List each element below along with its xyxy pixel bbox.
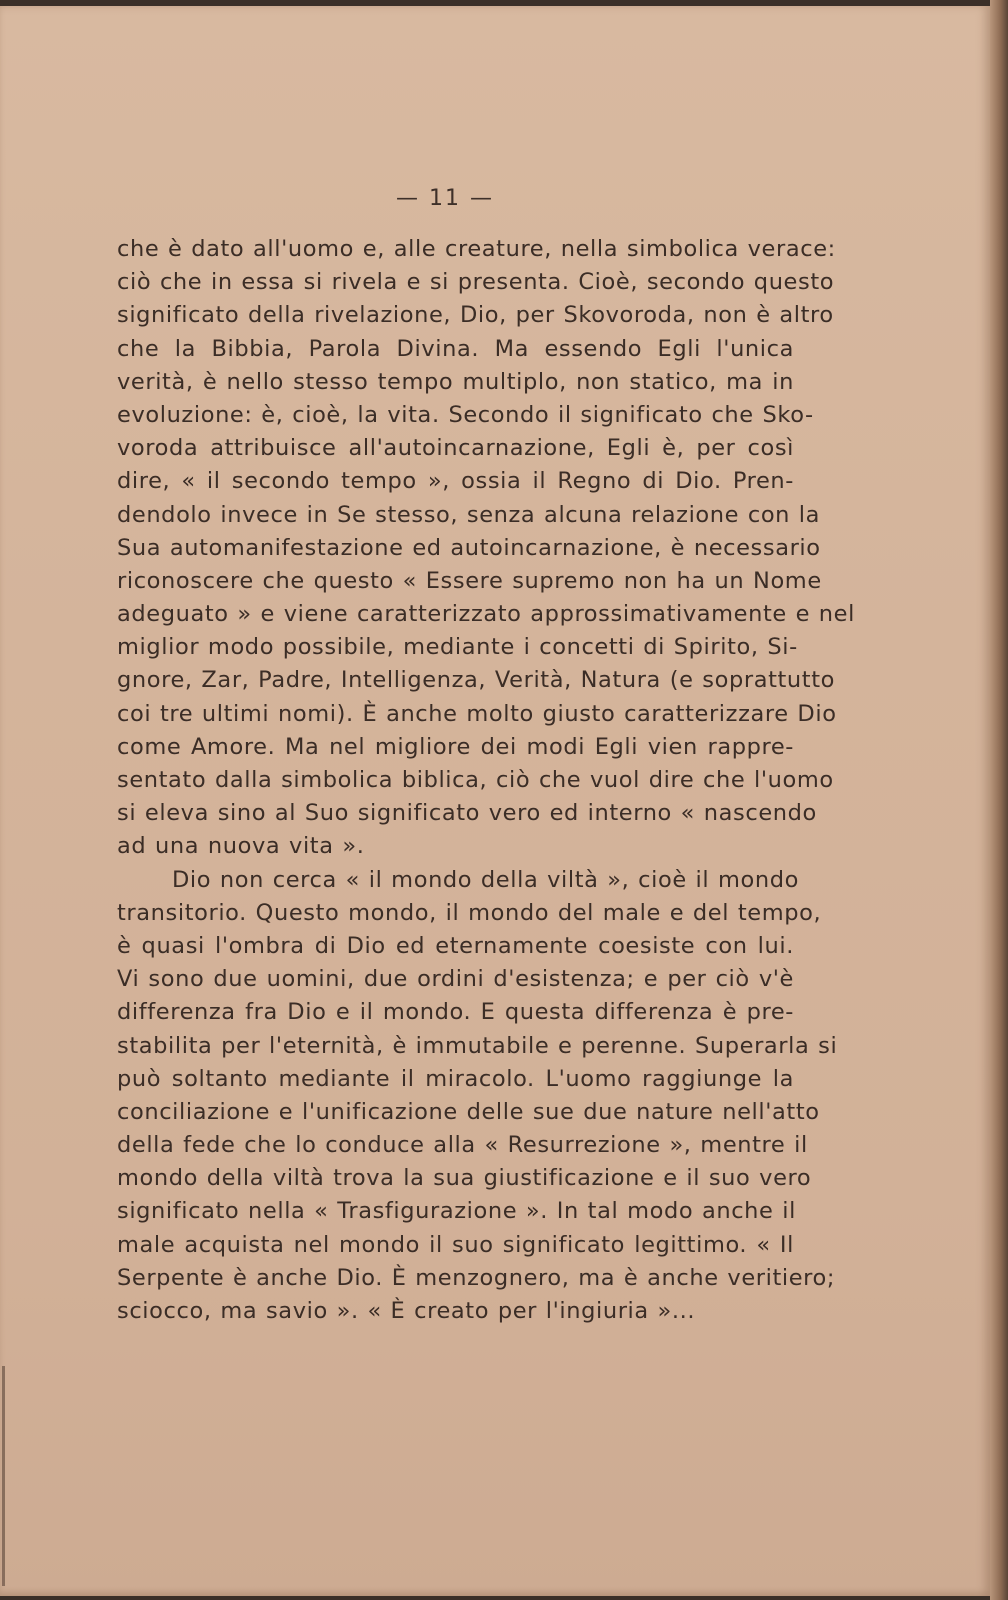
text-line: riconoscere che questo « Essere supremo non ha un Nome — [117, 567, 822, 594]
text-line: transitorio. Questo mondo, il mondo del male e del tempo, — [117, 899, 822, 926]
text-line: Dio non cerca « il mondo della viltà », cioè il mondo — [172, 866, 799, 893]
text-line: può soltanto mediante il miracolo. L'uomo raggiunge la — [117, 1065, 794, 1092]
text-line: Serpente è anche Dio. È menzognero, ma è anche veritiero; — [117, 1264, 836, 1291]
text-line: Vi sono due uomini, due ordini d'esistenza; e per ciò v'è — [117, 966, 794, 993]
text-line: sentato dalla simbolica biblica, ciò che vuol dire che l'uomo — [117, 767, 834, 793]
text-line: miglior modo possibile, mediante i concetti di Spirito, Si- — [117, 634, 798, 661]
text-line: che è dato all'uomo e, alle creature, nella simbolica verace: — [117, 236, 836, 262]
text-line: significato della rivelazione, Dio, per Skovoroda, non è altro — [117, 302, 834, 329]
text-line: differenza fra Dio e il mondo. E questa differenza è pre- — [117, 999, 794, 1026]
text-line: dendolo invece in Se stesso, senza alcuna relazione con la — [117, 501, 821, 528]
paragraph-2 — [117, 864, 838, 1329]
body-text — [117, 233, 855, 1328]
text-line: mondo della viltà trova la sua giustificazione e il suo vero — [117, 1165, 812, 1192]
text-line: male acquista nel mondo il suo significato legittimo. « Il — [117, 1231, 794, 1258]
paragraph-1 — [117, 233, 855, 864]
text-line: Sua automanifestazione ed autoincarnazione, è necessario — [117, 534, 821, 561]
text-line: verità, è nello stesso tempo multiplo, non statico, ma in — [117, 368, 794, 395]
text-line: adeguato » e viene caratterizzato approssimativamente e nel — [117, 601, 855, 628]
text-line: che la Bibbia, Parola Divina. Ma essendo Egli l'unica — [117, 335, 794, 362]
text-line: ciò che in essa si rivela e si presenta. Cioè, secondo questo — [117, 269, 835, 296]
book-page — [0, 6, 990, 1596]
text-line: gnore, Zar, Padre, Intelligenza, Verità, Natura (e soprattutto — [117, 667, 835, 694]
text-line: si eleva sino al Suo significato vero ed interno « nascendo — [117, 800, 817, 827]
text-line: ad una nuova vita ». — [117, 833, 365, 860]
text-line: conciliazione e l'unificazione delle sue due nature nell'atto — [117, 1098, 820, 1125]
text-line: voroda attribuisce all'autoincarnazione, Egli è, per così — [117, 435, 794, 462]
text-line: evoluzione: è, cioè, la vita. Secondo il significato che Sko- — [117, 401, 814, 428]
text-line: sciocco, ma savio ». « È creato per l'ingiuria »... — [117, 1298, 696, 1324]
page-number: — 11 — — [396, 186, 494, 211]
text-line: dire, « il secondo tempo », ossia il Regno di Dio. Pren- — [117, 468, 794, 495]
text-line: è quasi l'ombra di Dio ed eternamente coesiste con lui. — [117, 932, 794, 959]
text-line: coi tre ultimi nomi). È anche molto giusto caratterizzare Dio — [117, 700, 837, 727]
page-edge-mark — [2, 1366, 5, 1586]
text-line: della fede che lo conduce alla « Resurrezione », mentre il — [117, 1132, 808, 1159]
page-spine-edge — [990, 0, 1008, 1600]
text-line: come Amore. Ma nel migliore dei modi Egli vien rappre- — [117, 733, 794, 760]
text-line: significato nella « Trasfigurazione ». In tal modo anche il — [117, 1198, 796, 1225]
text-line: stabilita per l'eternità, è immutabile e perenne. Superarla si — [117, 1032, 838, 1059]
